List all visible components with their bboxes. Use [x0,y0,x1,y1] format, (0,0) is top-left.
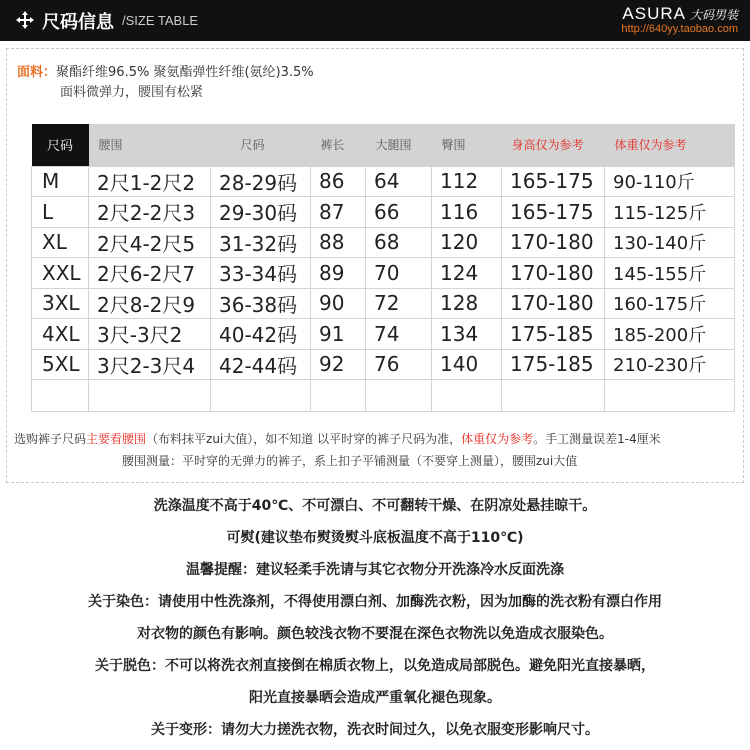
shop-url[interactable]: http://640yy.taobao.com [621,23,738,35]
table-cell: 130-140斤 [605,227,735,258]
table-cell: 120 [432,227,502,258]
brand-tagline: 大码男装 [689,8,738,22]
table-cell: 2尺6-2尺7 [89,258,211,289]
table-cell: 160-175斤 [605,288,735,319]
care-line: 关于染色：请使用中性洗涤剂，不得使用漂白剂、加酶洗衣粉，因为加酶的洗衣粉有漂白作用 [88,594,662,610]
table-cell: 170-180 [502,258,605,289]
table-cell: 112 [432,166,502,197]
table-cell: 28-29码 [211,166,311,197]
care-line: 关于变形：请勿大力搓洗衣物，洗衣时间过久，以免衣服变形影响尺寸。 [151,722,599,738]
table-cell: 140 [432,349,502,380]
table-cell: 4XL [32,319,89,350]
page-title: 尺码信息 [42,12,114,33]
waist-measure-note: 腰围测量：平时穿的无弹力的裤子，系上扣子平铺测量（不要穿上测量），腰围zui大值 [122,454,578,468]
header-cell: 臀围 [432,124,502,166]
table-cell: 74 [366,319,432,350]
table-cell: 2尺4-2尺5 [89,227,211,258]
table-cell: 87 [311,197,366,228]
fabric-note: 面料微弹力，腰围有松紧 [60,85,204,100]
table-cell: 3尺2-3尺4 [89,349,211,380]
header-bar [0,0,750,41]
table-cell: 128 [432,288,502,319]
table-cell: XXL [32,258,89,289]
header-cell: 体重仅为参考 [605,124,735,166]
header-cell: 尺码 [211,124,311,166]
table-cell: 90 [311,288,366,319]
table-row [32,227,735,258]
care-instructions [0,490,750,746]
table-row-empty [32,380,735,412]
fabric-label: 面料： [17,65,57,80]
note-text: 。手工测量误差1-4厘米 [533,432,661,446]
table-header-row [32,124,735,166]
table-cell [89,380,211,412]
header-cell: 身高仅为参考 [502,124,605,166]
table-cell: 5XL [32,349,89,380]
table-cell: 42-44码 [211,349,311,380]
table-cell: 145-155斤 [605,258,735,289]
table-cell: M [32,166,89,197]
table-cell: 170-180 [502,288,605,319]
brand-name: ASURA [622,4,686,23]
table-cell: 33-34码 [211,258,311,289]
table-cell: 36-38码 [211,288,311,319]
table-cell: 165-175 [502,166,605,197]
fabric-info [17,63,314,103]
table-cell: 115-125斤 [605,197,735,228]
table-cell: 70 [366,258,432,289]
table-row [32,197,735,228]
note-text: （布料抹平zui大值），如不知道 以平时穿的裤子尺码为准， [146,432,462,446]
table-cell [605,380,735,412]
note-highlight: 主要看腰围 [86,432,147,446]
table-cell: 3尺-3尺2 [89,319,211,350]
table-cell [366,380,432,412]
table-cell: 185-200斤 [605,319,735,350]
move-cross-icon [15,10,35,30]
table-cell: 76 [366,349,432,380]
table-cell: 86 [311,166,366,197]
table-row [32,258,735,289]
table-row [32,166,735,197]
table-cell: 29-30码 [211,197,311,228]
table-cell: L [32,197,89,228]
care-line: 温馨提醒：建议轻柔手洗请与其它衣物分开洗涤冷水反面洗涤 [186,562,564,578]
table-cell: 134 [432,319,502,350]
table-cell: 2尺2-2尺3 [89,197,211,228]
care-line: 对衣物的颜色有影响。颜色较浅衣物不要混在深色衣物洗以免造成衣服染色。 [137,626,613,642]
table-cell [432,380,502,412]
table-cell: 124 [432,258,502,289]
table-cell: 165-175 [502,197,605,228]
care-line: 关于脱色：不可以将洗衣剂直接倒在棉质衣物上，以免造成局部脱色。避免阳光直接暴晒， [95,658,655,674]
care-line: 可熨(建议垫布熨烫熨斗底板温度不高于110℃) [226,530,524,546]
care-line: 阳光直接暴晒会造成严重氧化褪色现象。 [249,690,501,706]
table-cell: 92 [311,349,366,380]
table-cell: 31-32码 [211,227,311,258]
table-cell: 116 [432,197,502,228]
size-selection-note [14,428,661,472]
table-row [32,288,735,319]
brand-logo [622,4,738,24]
header-cell: 腰围 [89,124,211,166]
table-cell: 88 [311,227,366,258]
table-cell: 175-185 [502,349,605,380]
table-row [32,349,735,380]
table-cell: 170-180 [502,227,605,258]
table-cell: 72 [366,288,432,319]
table-cell: 3XL [32,288,89,319]
fabric-composition: 聚酯纤维96.5% 聚氨酯弹性纤维(氨纶)3.5% [56,65,314,80]
table-cell: 89 [311,258,366,289]
table-cell [32,380,89,412]
table-cell: 210-230斤 [605,349,735,380]
table-cell: 40-42码 [211,319,311,350]
table-cell: 66 [366,197,432,228]
note-highlight: 体重仅为参考 [461,432,534,446]
table-cell [211,380,311,412]
header-cell: 大腿围 [366,124,432,166]
table-cell: 91 [311,319,366,350]
table-cell: 64 [366,166,432,197]
table-row [32,319,735,350]
page-subtitle: /SIZE TABLE [122,13,199,28]
table-cell: 90-110斤 [605,166,735,197]
table-cell: 175-185 [502,319,605,350]
table-cell [311,380,366,412]
header-cell: 裤长 [311,124,366,166]
note-text: 选购裤子尺码 [14,432,87,446]
table-cell: 68 [366,227,432,258]
size-table [31,124,735,412]
table-cell: 2尺8-2尺9 [89,288,211,319]
care-line: 洗涤温度不高于40℃、不可漂白、不可翻转干燥、在阴凉处悬挂晾干。 [153,498,597,514]
table-cell: XL [32,227,89,258]
table-cell: 2尺1-2尺2 [89,166,211,197]
header-cell: 尺码 [32,124,89,166]
table-cell [502,380,605,412]
